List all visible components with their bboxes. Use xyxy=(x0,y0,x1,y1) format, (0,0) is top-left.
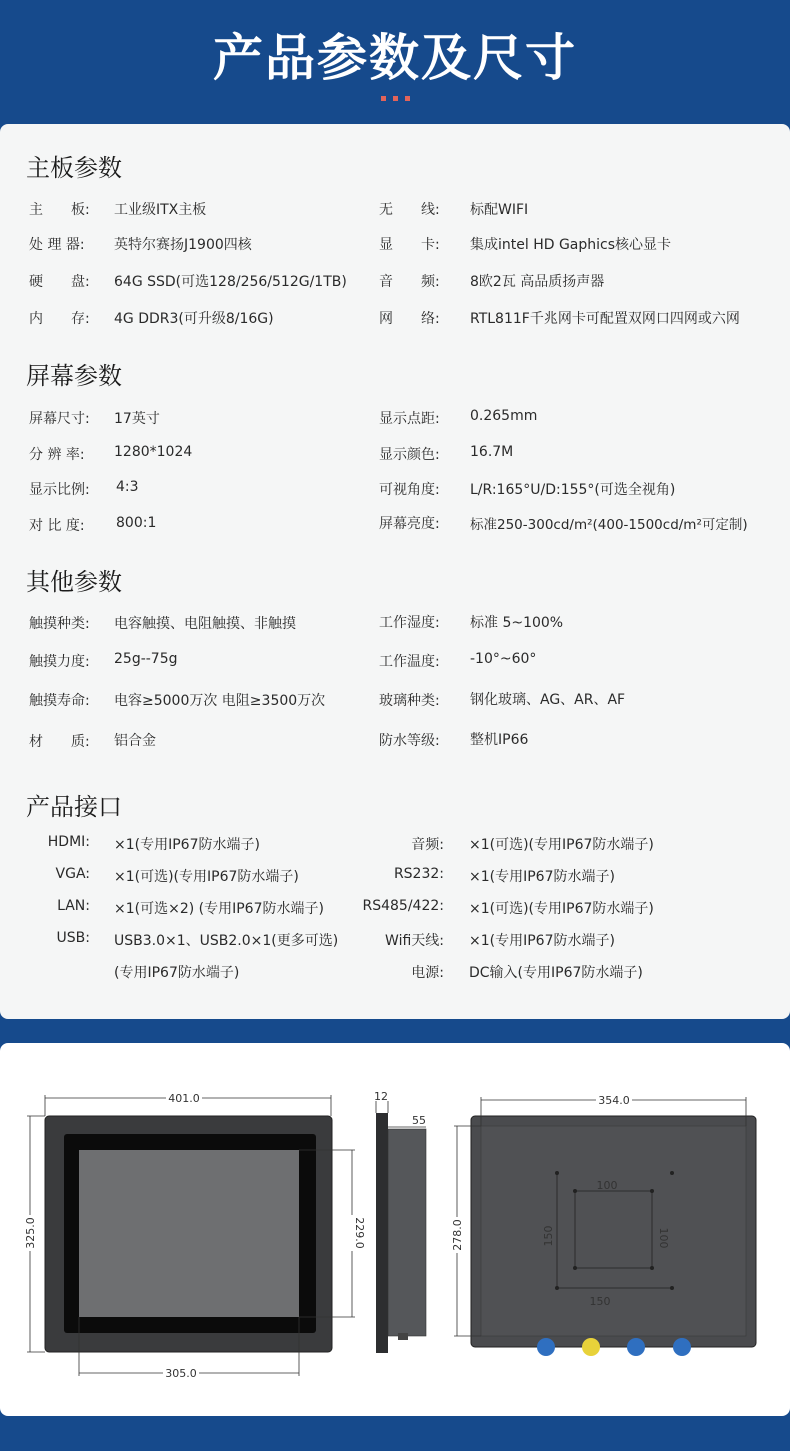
page-title: 产品参数及尺寸 xyxy=(213,29,577,87)
port-value: ×1(可选×2) (专用IP67防水端子) xyxy=(114,901,324,917)
port-value: ×1(专用IP67防水端子) xyxy=(114,837,260,853)
section-title-other: 其他参数 xyxy=(26,568,122,596)
front-view xyxy=(24,1092,366,1380)
spec-value: 铝合金 xyxy=(114,733,156,749)
spec-value: 英特尔赛扬J1900四核 xyxy=(114,237,252,253)
spec-value: 25g--75g xyxy=(114,651,178,667)
port-value: ×1(可选)(专用IP67防水端子) xyxy=(114,869,299,885)
port-value: ×1(可选)(专用IP67防水端子) xyxy=(469,837,654,853)
spec-label: 显示颜色: xyxy=(379,447,440,463)
port-value: ×1(专用IP67防水端子) xyxy=(469,933,615,949)
spec-value: 1280*1024 xyxy=(114,444,193,460)
port-label: HDMI: xyxy=(47,834,90,850)
front-width-label: 401.0 xyxy=(168,1092,200,1105)
spec-value: -10°~60° xyxy=(470,651,537,667)
spec-label: 屏幕亮度: xyxy=(379,516,440,532)
spec-value: 4G DDR3(可升级8/16G) xyxy=(114,311,274,327)
spec-label: 材 质: xyxy=(29,734,90,750)
spec-label: 处 理 器: xyxy=(29,237,85,253)
spec-value: 集成intel HD Gaphics核心显卡 xyxy=(470,237,672,253)
port-label: LAN: xyxy=(57,898,90,914)
back-width-label: 354.0 xyxy=(598,1094,630,1107)
port-value: USB3.0×1、USB2.0×1(更多可选) xyxy=(114,933,339,949)
spec-value: L/R:165°U/D:155°(可选全视角) xyxy=(470,482,676,498)
spec-value: 16.7M xyxy=(470,444,514,460)
spec-label: 无 线: xyxy=(379,202,440,218)
spec-value: 工业级ITX主板 xyxy=(114,202,207,218)
spec-label: 工作温度: xyxy=(379,654,440,670)
section-title-mainboard: 主板参数 xyxy=(26,154,122,182)
section-title-screen: 屏幕参数 xyxy=(26,362,122,390)
spec-label: 硬 盘: xyxy=(29,274,90,290)
spec-label: 音 频: xyxy=(379,274,440,290)
spec-value: 0.265mm xyxy=(470,408,538,424)
title-decoration-dots xyxy=(381,96,410,101)
spec-label: 玻璃种类: xyxy=(379,693,440,709)
side-depth-label: 55 xyxy=(412,1114,426,1127)
spec-panel xyxy=(0,124,790,1019)
spec-value: 17英寸 xyxy=(114,411,160,427)
vesa-right-label: 100 xyxy=(657,1227,670,1249)
spec-label: 工作湿度: xyxy=(379,615,440,631)
side-view xyxy=(374,1090,426,1353)
back-height-label: 278.0 xyxy=(451,1219,464,1251)
port-label: Wifi天线: xyxy=(385,933,444,949)
spec-value: 整机IP66 xyxy=(470,732,529,748)
spec-value: 800:1 xyxy=(116,515,157,531)
spec-label: 显 卡: xyxy=(379,237,440,253)
spec-label: 对 比 度: xyxy=(29,518,85,534)
spec-value: RTL811F千兆网卡可配置双网口四网或六网 xyxy=(470,311,740,327)
port-label: USB: xyxy=(56,930,90,946)
spec-label: 分 辨 率: xyxy=(29,447,85,463)
spec-label: 内 存: xyxy=(29,311,90,327)
spec-value: 标准250-300cd/m²(400-1500cd/m²可定制) xyxy=(470,517,748,533)
spec-value: 钢化玻璃、AG、AR、AF xyxy=(470,692,626,708)
spec-value: 电容触摸、电阻触摸、非触摸 xyxy=(114,616,296,632)
spec-value: 8欧2瓦 高品质扬声器 xyxy=(470,274,605,290)
spec-value: 标配WIFI xyxy=(470,202,529,218)
spec-label: 显示点距: xyxy=(379,411,440,427)
spec-label: 触摸种类: xyxy=(29,616,90,632)
port-value: DC输入(专用IP67防水端子) xyxy=(469,965,643,981)
screen-height-label: 229.0 xyxy=(353,1217,366,1249)
spec-label: 可视角度: xyxy=(379,482,440,498)
port-value: ×1(可选)(专用IP67防水端子) xyxy=(469,901,654,917)
port-label: VGA: xyxy=(55,866,90,882)
spec-label: 网 络: xyxy=(379,311,440,327)
port-label: RS232: xyxy=(393,866,444,882)
port-label: 电源: xyxy=(411,965,444,981)
spec-value: 4:3 xyxy=(116,479,139,495)
spec-label: 主 板: xyxy=(29,202,90,218)
dimension-drawing-panel xyxy=(0,1043,790,1416)
vesa-top-label: 100 xyxy=(596,1179,618,1192)
vesa-bottom-label: 150 xyxy=(589,1295,611,1308)
vesa-left-label: 150 xyxy=(542,1225,555,1247)
front-height-label: 325.0 xyxy=(24,1217,37,1249)
port-label: RS485/422: xyxy=(362,898,444,914)
side-thickness-label: 12 xyxy=(374,1090,388,1103)
port-value: ×1(专用IP67防水端子) xyxy=(469,869,615,885)
back-view xyxy=(451,1094,756,1356)
screen-width-label: 305.0 xyxy=(165,1367,197,1380)
section-title-ports: 产品接口 xyxy=(26,793,122,821)
port-value: (专用IP67防水端子) xyxy=(114,965,240,981)
spec-label: 屏幕尺寸: xyxy=(29,411,90,427)
port-label: 音频: xyxy=(411,837,444,853)
spec-value: 标准 5~100% xyxy=(470,615,564,631)
spec-label: 触摸力度: xyxy=(29,654,90,670)
spec-label: 触摸寿命: xyxy=(29,693,90,709)
dimension-drawing xyxy=(0,1043,790,1416)
spec-value: 电容≥5000万次 电阻≥3500万次 xyxy=(114,693,326,709)
spec-label: 防水等级: xyxy=(379,733,440,749)
spec-value: 64G SSD(可选128/256/512G/1TB) xyxy=(114,274,347,290)
spec-label: 显示比例: xyxy=(29,482,90,498)
